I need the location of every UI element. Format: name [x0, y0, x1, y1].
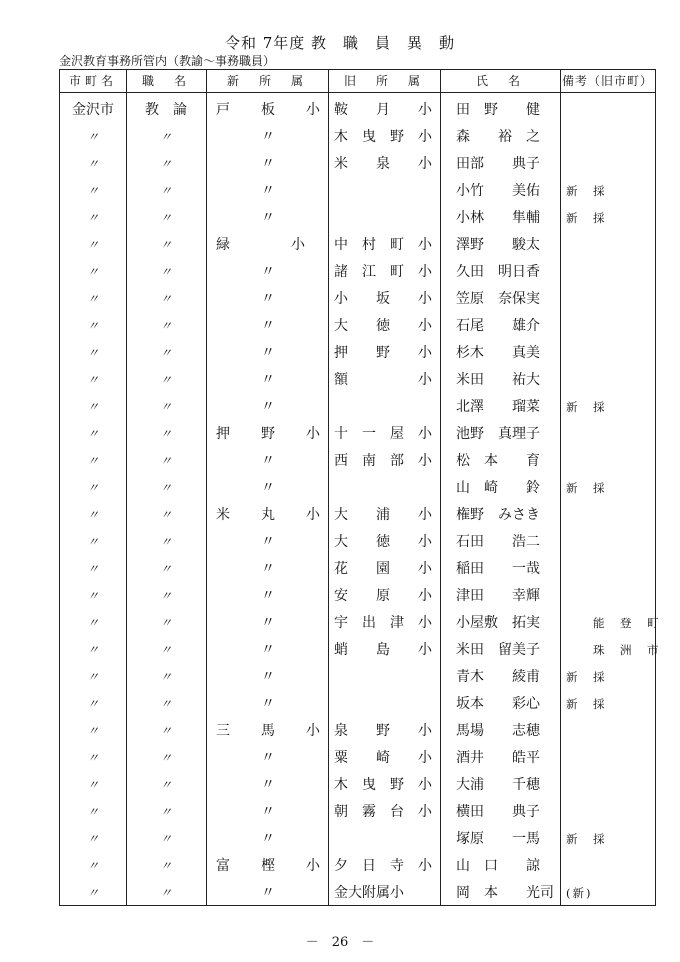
cell-name: 小林 隼輔 — [456, 210, 540, 226]
cell-remarks — [562, 448, 655, 475]
cell-new-school: 〃 — [216, 399, 276, 415]
cell-city: 〃 — [86, 265, 99, 279]
cell-remarks: 新 採 — [566, 670, 607, 684]
cell-new-school: 〃 — [216, 318, 276, 334]
cell-old-school — [328, 691, 434, 718]
cell-role: 〃 — [159, 508, 172, 522]
table-row — [60, 151, 655, 178]
table-row — [60, 502, 655, 529]
cell-old-school: 小 坂 小 — [334, 291, 432, 307]
cell-old-school: 夕 日 寺 小 — [334, 858, 432, 874]
cell-role: 〃 — [159, 427, 172, 441]
cell-city: 〃 — [86, 346, 99, 360]
cell-remarks: 新 採 — [566, 832, 607, 846]
table-row — [60, 718, 655, 745]
cell-role: 〃 — [159, 292, 172, 306]
cell-new-school: 緑 小 — [216, 237, 306, 253]
table-row — [60, 799, 655, 826]
cell-name: 久田 明日香 — [456, 264, 540, 280]
cell-city: 〃 — [86, 373, 99, 387]
cell-new-school: 〃 — [216, 885, 276, 901]
table-row — [60, 772, 655, 799]
cell-city: 〃 — [86, 157, 99, 171]
table-row — [60, 97, 655, 124]
cell-name: 塚原 一馬 — [456, 831, 540, 847]
cell-city: 〃 — [86, 886, 99, 900]
table-row — [60, 313, 655, 340]
cell-role: 〃 — [159, 454, 172, 468]
table-row — [60, 880, 655, 907]
cell-name: 田部 典子 — [456, 156, 540, 172]
table-row — [60, 475, 655, 502]
cell-new-school: 〃 — [216, 372, 276, 388]
table-row — [60, 259, 655, 286]
cell-new-school: 〃 — [216, 345, 276, 361]
table-row — [60, 529, 655, 556]
cell-city: 〃 — [86, 427, 99, 441]
table-row — [60, 286, 655, 313]
cell-role: 〃 — [159, 400, 172, 414]
cell-role: 〃 — [159, 805, 172, 819]
cell-old-school: 額 小 — [334, 372, 432, 388]
cell-new-school: 戸 板 小 — [216, 102, 321, 118]
cell-remarks — [562, 583, 655, 610]
cell-city: 〃 — [86, 589, 99, 603]
cell-new-school: 〃 — [216, 750, 276, 766]
cell-remarks: 新 採 — [566, 184, 607, 198]
cell-remarks — [562, 502, 655, 529]
cell-city: 〃 — [86, 400, 99, 414]
cell-new-school: 〃 — [216, 777, 276, 793]
table-row — [60, 583, 655, 610]
cell-city: 〃 — [86, 859, 99, 873]
cell-name: 杉木 真美 — [456, 345, 540, 361]
cell-remarks: 珠 洲 市 — [566, 643, 661, 657]
cell-role: 〃 — [159, 562, 172, 576]
cell-old-school: 宇 出 津 小 — [334, 615, 432, 631]
cell-city: 〃 — [86, 724, 99, 738]
cell-old-school: 木 曳 野 小 — [334, 777, 432, 793]
cell-new-school: 〃 — [216, 831, 276, 847]
cell-old-school: 大 浦 小 — [334, 507, 432, 523]
cell-old-school: 朝 霧 台 小 — [334, 804, 432, 820]
cell-remarks — [562, 151, 655, 178]
cell-city: 〃 — [86, 211, 99, 225]
cell-role: 〃 — [159, 319, 172, 333]
cell-name: 森 裕 之 — [456, 129, 540, 145]
cell-new-school: 〃 — [216, 696, 276, 712]
cell-role: 〃 — [159, 886, 172, 900]
cell-old-school — [328, 826, 434, 853]
cell-name: 横田 典子 — [456, 804, 540, 820]
cell-role: 〃 — [159, 346, 172, 360]
cell-new-school: 〃 — [216, 129, 276, 145]
cell-remarks — [562, 556, 655, 583]
cell-new-school: 〃 — [216, 291, 276, 307]
table-row — [60, 745, 655, 772]
cell-city: 〃 — [86, 184, 99, 198]
table-row — [60, 394, 655, 421]
cell-name: 稲田 一哉 — [456, 561, 540, 577]
cell-city: 〃 — [86, 292, 99, 306]
table-row — [60, 826, 655, 853]
table-row — [60, 367, 655, 394]
table-row — [60, 205, 655, 232]
page-number: － 26 － — [305, 935, 375, 950]
cell-old-school: 大 徳 小 — [334, 318, 432, 334]
cell-new-school: 押 野 小 — [216, 426, 321, 442]
cell-new-school: 米 丸 小 — [216, 507, 321, 523]
cell-role: 〃 — [159, 778, 172, 792]
cell-old-school: 金大附属小 — [334, 885, 404, 901]
cell-old-school: 西 南 部 小 — [334, 453, 432, 469]
cell-remarks: 新 採 — [566, 400, 607, 414]
cell-name: 酒井 皓平 — [456, 750, 540, 766]
cell-name: 岡 本 光司 — [456, 885, 554, 901]
cell-old-school: 中 村 町 小 — [334, 237, 432, 253]
cell-role: 〃 — [159, 265, 172, 279]
cell-remarks — [562, 745, 655, 772]
cell-role: 〃 — [159, 697, 172, 711]
cell-role: 〃 — [159, 670, 172, 684]
cell-new-school: 〃 — [216, 669, 276, 685]
cell-remarks — [562, 232, 655, 259]
cell-old-school — [328, 178, 434, 205]
cell-remarks: (新) — [566, 886, 593, 900]
cell-role: 〃 — [159, 832, 172, 846]
cell-city: 〃 — [86, 670, 99, 684]
cell-city: 〃 — [86, 805, 99, 819]
cell-old-school: 安 原 小 — [334, 588, 432, 604]
table-header — [60, 70, 655, 93]
cell-city: 〃 — [86, 508, 99, 522]
table-row — [60, 340, 655, 367]
cell-old-school: 米 泉 小 — [334, 156, 432, 172]
cell-old-school: 泉 野 小 — [334, 723, 432, 739]
cell-name: 青木 綾甫 — [456, 669, 540, 685]
header-city: 市町名 — [68, 74, 117, 88]
cell-new-school: 〃 — [216, 615, 276, 631]
cell-remarks — [562, 421, 655, 448]
cell-new-school: 〃 — [216, 453, 276, 469]
cell-remarks — [562, 718, 655, 745]
cell-remarks — [562, 124, 655, 151]
cell-city: 〃 — [86, 481, 99, 495]
cell-name: 石尾 雄介 — [456, 318, 540, 334]
table-row — [60, 448, 655, 475]
cell-old-school: 鞍 月 小 — [334, 102, 432, 118]
header-name: 氏 名 — [475, 74, 524, 88]
cell-name: 田 野 健 — [456, 102, 540, 118]
cell-remarks — [562, 367, 655, 394]
header-old-school: 旧 所 属 — [343, 74, 424, 88]
cell-remarks — [562, 772, 655, 799]
section-subtitle: 金沢教育事務所管内（教諭～事務職員） — [59, 54, 276, 68]
cell-city: 〃 — [86, 319, 99, 333]
cell-name: 馬場 志穂 — [456, 723, 540, 739]
cell-name: 松 本 育 — [456, 453, 540, 469]
cell-name: 小竹 美佑 — [456, 183, 540, 199]
cell-role: 〃 — [159, 616, 172, 630]
cell-new-school: 〃 — [216, 183, 276, 199]
cell-name: 小屋敷 拓実 — [456, 615, 540, 631]
cell-name: 津田 幸輝 — [456, 588, 540, 604]
cell-remarks: 能 登 町 — [566, 616, 661, 630]
cell-role: 〃 — [159, 724, 172, 738]
cell-new-school: 〃 — [216, 642, 276, 658]
cell-old-school: 大 徳 小 — [334, 534, 432, 550]
cell-name: 池野 真理子 — [456, 426, 540, 442]
table-row — [60, 124, 655, 151]
cell-city: 〃 — [86, 238, 99, 252]
cell-new-school: 〃 — [216, 156, 276, 172]
cell-role: 〃 — [159, 157, 172, 171]
cell-name: 澤野 駿太 — [456, 237, 540, 253]
cell-name: 大浦 千穂 — [456, 777, 540, 793]
header-role: 職 名 — [141, 74, 190, 88]
cell-name: 北澤 瑠菜 — [456, 399, 540, 415]
table-row — [60, 610, 661, 637]
cell-city: 〃 — [86, 616, 99, 630]
cell-old-school — [328, 664, 434, 691]
cell-old-school: 粟 崎 小 — [334, 750, 432, 766]
table-row — [60, 853, 655, 880]
table-row — [60, 421, 655, 448]
cell-role: 〃 — [159, 211, 172, 225]
cell-name: 山 崎 鈴 — [456, 480, 540, 496]
cell-old-school — [328, 475, 434, 502]
table-row — [60, 232, 655, 259]
cell-role: 〃 — [159, 643, 172, 657]
cell-role: 〃 — [159, 535, 172, 549]
cell-new-school: 三 馬 小 — [216, 723, 321, 739]
cell-name: 坂本 彩心 — [456, 696, 540, 712]
cell-new-school: 〃 — [216, 804, 276, 820]
header-remarks: 備考（旧市町） — [561, 74, 653, 88]
cell-old-school: 十 一 屋 小 — [334, 426, 432, 442]
cell-old-school: 花 園 小 — [334, 561, 432, 577]
cell-city: 〃 — [86, 697, 99, 711]
cell-name: 笠原 奈保実 — [456, 291, 540, 307]
cell-new-school: 〃 — [216, 480, 276, 496]
cell-remarks — [562, 853, 655, 880]
cell-city: 〃 — [86, 130, 99, 144]
cell-city: 〃 — [86, 751, 99, 765]
page-title: 令和 7年度 教 職 員 異 動 — [224, 34, 456, 52]
cell-city: 〃 — [86, 535, 99, 549]
cell-new-school: 〃 — [216, 588, 276, 604]
cell-role: 〃 — [159, 481, 172, 495]
cell-city: 〃 — [86, 454, 99, 468]
cell-role: 〃 — [159, 859, 172, 873]
cell-role: 〃 — [159, 130, 172, 144]
cell-name: 山 口 諒 — [456, 858, 540, 874]
cell-new-school: 富 樫 小 — [216, 858, 321, 874]
cell-new-school: 〃 — [216, 264, 276, 280]
table-row — [60, 556, 655, 583]
cell-role: 〃 — [159, 589, 172, 603]
cell-new-school: 〃 — [216, 534, 276, 550]
personnel-table — [59, 69, 661, 906]
cell-remarks — [562, 97, 655, 124]
cell-remarks — [562, 286, 655, 313]
cell-city: 〃 — [86, 643, 99, 657]
table-row — [60, 178, 655, 205]
cell-name: 石田 浩二 — [456, 534, 540, 550]
cell-new-school: 〃 — [216, 210, 276, 226]
cell-name: 権野 みさき — [456, 507, 540, 523]
cell-role: 教 論 — [145, 102, 187, 118]
cell-name: 米田 留美子 — [456, 642, 540, 658]
cell-name: 米田 祐大 — [456, 372, 540, 388]
cell-city: 〃 — [86, 562, 99, 576]
cell-remarks — [562, 340, 655, 367]
cell-old-school: 押 野 小 — [334, 345, 432, 361]
cell-role: 〃 — [159, 751, 172, 765]
cell-remarks: 新 採 — [566, 697, 607, 711]
cell-old-school — [328, 205, 434, 232]
cell-old-school: 木 曳 野 小 — [334, 129, 432, 145]
header-new-school: 新 所 属 — [226, 74, 307, 88]
cell-old-school — [328, 394, 434, 421]
table-row — [60, 664, 655, 691]
cell-city: 〃 — [86, 832, 99, 846]
cell-remarks: 新 採 — [566, 211, 607, 225]
cell-remarks — [562, 529, 655, 556]
cell-remarks: 新 採 — [566, 481, 607, 495]
cell-remarks — [562, 799, 655, 826]
cell-city: 〃 — [86, 778, 99, 792]
cell-role: 〃 — [159, 184, 172, 198]
cell-remarks — [562, 259, 655, 286]
cell-remarks — [562, 313, 655, 340]
table-row — [60, 637, 661, 664]
cell-role: 〃 — [159, 238, 172, 252]
cell-new-school: 〃 — [216, 561, 276, 577]
cell-role: 〃 — [159, 373, 172, 387]
cell-old-school: 蛸 島 小 — [334, 642, 432, 658]
cell-old-school: 諸 江 町 小 — [334, 264, 432, 280]
table-row — [60, 691, 655, 718]
cell-city: 金沢市 — [72, 102, 114, 118]
